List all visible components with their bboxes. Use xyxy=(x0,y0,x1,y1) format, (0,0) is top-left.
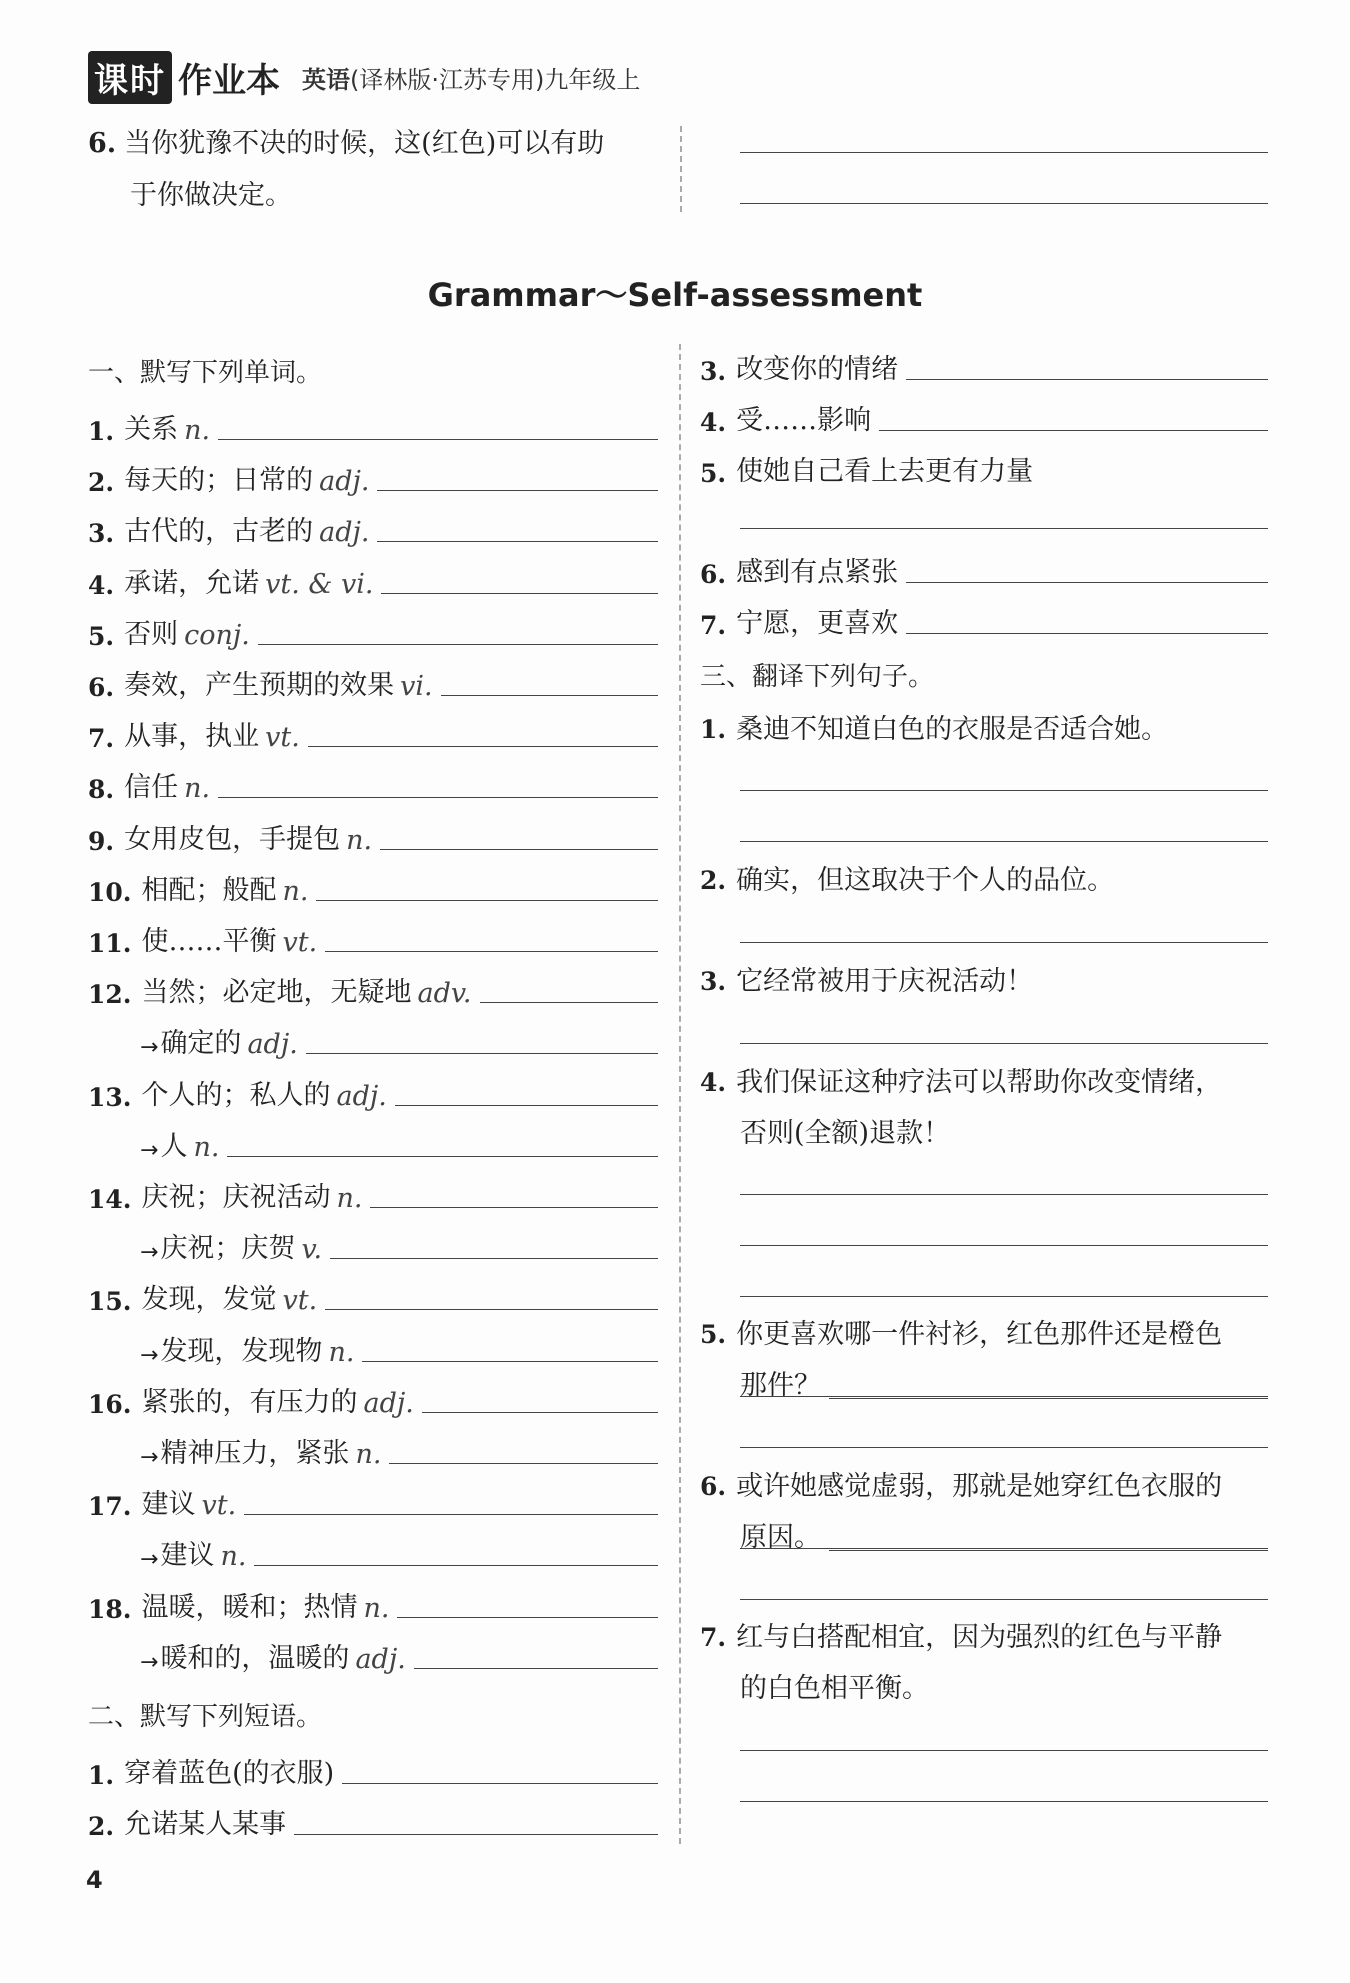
vocab-row xyxy=(140,1324,658,1368)
item-number: 5. xyxy=(700,459,727,488)
answer-blank[interactable] xyxy=(879,430,1268,431)
vocab-row xyxy=(88,812,658,856)
answer-blank[interactable] xyxy=(480,1002,658,1003)
part-of-speech: adj. xyxy=(363,1387,414,1419)
phrase-row xyxy=(700,444,1268,488)
sentence-text: 桑迪不知道白色的衣服是否适合她。 xyxy=(736,714,1169,745)
item-number: 7. xyxy=(700,611,727,640)
phrase-row xyxy=(88,1746,658,1790)
answer-blank[interactable] xyxy=(422,1412,658,1413)
answer-line[interactable] xyxy=(740,1296,1268,1297)
part-of-speech: n. xyxy=(355,1439,382,1470)
vocab-row xyxy=(88,402,658,446)
item-number: 9. xyxy=(88,826,115,856)
book-series xyxy=(302,60,640,95)
item-text: 否则 xyxy=(124,618,179,650)
answer-blank[interactable] xyxy=(294,1834,658,1835)
answer-blank[interactable] xyxy=(377,490,658,491)
sentence-line-1 xyxy=(700,1057,1268,1108)
answer-line[interactable] xyxy=(740,203,1268,204)
answer-blank[interactable] xyxy=(306,1053,658,1054)
answer-blank[interactable] xyxy=(254,1565,658,1566)
part-of-speech: n. xyxy=(328,1336,355,1368)
section2-heading: 二、默写下列短语。 xyxy=(88,1702,323,1732)
item-text: 暖和的，温暖的 xyxy=(160,1642,350,1674)
item-text: 信任 xyxy=(124,772,179,804)
answer-blank[interactable] xyxy=(389,1463,658,1464)
vocab-row xyxy=(88,658,658,702)
part-of-speech: vi. xyxy=(400,671,433,702)
item-text: 受……影响 xyxy=(736,405,872,436)
question-number: 6. xyxy=(88,128,117,159)
phrase-row xyxy=(700,393,1268,437)
answer-blank[interactable] xyxy=(258,644,658,645)
column-divider-top xyxy=(680,126,682,212)
answer-blank[interactable] xyxy=(325,951,658,952)
part-of-speech: n. xyxy=(184,773,211,805)
page-number: 4 xyxy=(86,1866,103,1894)
section1-heading: 一、默写下列单词。 xyxy=(88,358,323,388)
answer-blank[interactable] xyxy=(441,695,658,696)
phrase-row xyxy=(88,1797,658,1841)
arrow-icon: → xyxy=(140,1445,159,1470)
item-number: 1. xyxy=(88,1761,115,1790)
answer-line[interactable] xyxy=(740,942,1268,943)
answer-blank[interactable] xyxy=(414,1668,658,1669)
item-text: 庆祝；庆贺 xyxy=(160,1233,296,1265)
vocab-row xyxy=(88,1477,658,1521)
vocab-row xyxy=(88,1170,658,1214)
vocab-row xyxy=(140,1016,658,1060)
item-text: 使……平衡 xyxy=(141,926,277,957)
answer-blank[interactable] xyxy=(244,1514,658,1515)
item-text: 相配；般配 xyxy=(141,874,277,906)
item-text: 个人的；私人的 xyxy=(141,1079,331,1111)
item-number: 5. xyxy=(700,1320,727,1349)
part-of-speech: n. xyxy=(282,875,309,907)
part-of-speech: conj. xyxy=(184,619,250,651)
item-number: 7. xyxy=(700,1623,727,1652)
item-number: 7. xyxy=(88,724,115,754)
item-text: 当然；必定地，无疑地 xyxy=(141,977,412,1009)
part-of-speech: vt. & vi. xyxy=(265,568,374,600)
part-of-speech: vt. xyxy=(282,927,318,958)
item-text: 古代的，古老的 xyxy=(124,516,314,548)
vocab-row xyxy=(140,1528,658,1572)
answer-blank[interactable] xyxy=(362,1361,658,1362)
item-text: 关系 xyxy=(124,414,179,445)
answer-blank[interactable] xyxy=(218,797,658,798)
sentence-line-1 xyxy=(700,956,1268,1007)
part-of-speech: adj. xyxy=(247,1029,298,1061)
sentence-text: 你更喜欢哪一件衬衫，红色那件还是橙色 xyxy=(736,1319,1223,1350)
part-of-speech: n. xyxy=(184,415,211,446)
part-of-speech: adv. xyxy=(417,978,472,1010)
item-text: 穿着蓝色(的衣服) xyxy=(124,1758,335,1789)
part-of-speech: v. xyxy=(301,1234,323,1266)
item-number: 18. xyxy=(88,1594,132,1624)
sentence-text: 我们保证这种疗法可以帮助你改变情绪， xyxy=(736,1067,1223,1098)
sentence-text: 那件？ xyxy=(740,1370,821,1401)
answer-blank[interactable] xyxy=(218,439,658,440)
vocab-row xyxy=(88,914,658,958)
item-number: 3. xyxy=(700,357,727,386)
arrow-icon: → xyxy=(140,1547,159,1573)
item-number: 4. xyxy=(88,570,115,600)
item-number: 3. xyxy=(700,967,727,996)
item-number: 1. xyxy=(88,417,115,446)
vocab-row xyxy=(88,504,658,548)
sentence-line-1 xyxy=(700,704,1268,755)
item-number: 16. xyxy=(88,1389,132,1419)
item-number: 6. xyxy=(88,673,115,702)
vocab-row xyxy=(88,607,658,651)
item-text: 宁愿，更喜欢 xyxy=(736,608,899,639)
page-header xyxy=(88,52,640,102)
subject: 英语 xyxy=(302,65,350,94)
vocab-row xyxy=(88,1580,658,1624)
answer-blank[interactable] xyxy=(370,1207,658,1208)
vocab-row xyxy=(88,1272,658,1316)
answer-blank[interactable] xyxy=(906,633,1268,634)
part-of-speech: vt. xyxy=(282,1285,318,1317)
item-text: 人 xyxy=(160,1130,188,1162)
part-of-speech: vt. xyxy=(265,722,300,754)
phrase-row xyxy=(700,342,1268,386)
answer-line[interactable] xyxy=(740,1396,1268,1397)
item-number: 13. xyxy=(88,1082,132,1112)
arrow-icon: → xyxy=(140,1342,159,1368)
part-of-speech: n. xyxy=(220,1541,247,1573)
answer-line[interactable] xyxy=(740,1447,1268,1448)
answer-line[interactable] xyxy=(740,790,1268,791)
item-text: 允诺某人某事 xyxy=(124,1809,287,1840)
answer-blank[interactable] xyxy=(906,582,1268,583)
vocab-row xyxy=(88,965,658,1009)
answer-blank[interactable] xyxy=(330,1258,658,1259)
answer-line[interactable] xyxy=(740,1548,1268,1549)
translation-item xyxy=(700,956,1268,1007)
answer-line[interactable] xyxy=(740,1599,1268,1600)
section-title: Grammar～Self-assessment xyxy=(427,276,923,314)
vocab-row xyxy=(140,1426,658,1470)
answer-blank[interactable] xyxy=(380,849,658,850)
answer-blank[interactable] xyxy=(308,746,658,747)
item-number: 17. xyxy=(88,1492,132,1522)
item-number: 6. xyxy=(700,1472,727,1501)
answer-blank[interactable] xyxy=(829,1550,1268,1551)
item-text: 确定的 xyxy=(160,1028,242,1060)
question-line-1: 当你犹豫不决的时候，这(红色)可以有助 xyxy=(124,128,605,159)
item-text: 发现，发觉 xyxy=(141,1284,277,1316)
part-of-speech: adj. xyxy=(319,517,370,549)
answer-line[interactable] xyxy=(740,1245,1268,1246)
item-number: 8. xyxy=(88,775,115,805)
answer-blank[interactable] xyxy=(342,1783,658,1784)
translation-item xyxy=(700,855,1268,906)
sentence-line-1 xyxy=(700,1461,1268,1512)
vocab-row xyxy=(140,1119,658,1163)
item-number: 4. xyxy=(700,1068,727,1097)
item-text: 建议 xyxy=(141,1489,196,1521)
question-line-2: 于你做决定。 xyxy=(130,180,292,211)
edition: (译林版·江苏专用)九年级上 xyxy=(350,65,641,94)
logo-text: 作业本 xyxy=(178,60,280,101)
item-text: 发现，发现物 xyxy=(160,1335,323,1367)
vocab-row xyxy=(88,863,658,907)
answer-blank[interactable] xyxy=(227,1156,658,1157)
translation-item xyxy=(700,704,1268,755)
answer-line[interactable] xyxy=(740,1194,1268,1195)
vocab-row xyxy=(140,1221,658,1265)
item-text: 每天的；日常的 xyxy=(124,465,314,497)
item-number: 5. xyxy=(88,621,115,651)
translation-item xyxy=(700,1057,1268,1159)
logo-dark-text: 课时 xyxy=(88,51,172,104)
answer-line[interactable] xyxy=(740,841,1268,842)
vocab-row xyxy=(88,709,658,753)
item-text: 精神压力，紧张 xyxy=(160,1438,350,1469)
item-text: 奏效，产生预期的效果 xyxy=(124,670,395,701)
sentence-text: 红与白搭配相宜，因为强烈的红色与平静 xyxy=(736,1622,1223,1653)
item-number: 2. xyxy=(700,866,727,895)
sentence-line-2 xyxy=(700,1360,1268,1411)
item-number: 11. xyxy=(88,929,132,958)
part-of-speech: n. xyxy=(346,824,373,856)
answer-blank[interactable] xyxy=(395,1105,658,1106)
sentence-text: 确实，但这取决于个人的品位。 xyxy=(736,865,1115,896)
answer-line[interactable] xyxy=(740,1801,1268,1802)
answer-blank[interactable] xyxy=(397,1617,658,1618)
item-text: 温暖，暖和；热情 xyxy=(141,1591,358,1623)
sentence-line-2: 的白色相平衡。 xyxy=(740,1673,929,1704)
part-of-speech: n. xyxy=(336,1183,363,1214)
arrow-icon: → xyxy=(140,1035,159,1061)
answer-line[interactable] xyxy=(740,1043,1268,1044)
part-of-speech: adj. xyxy=(336,1080,387,1112)
phrase-row xyxy=(700,545,1268,589)
part-of-speech: n. xyxy=(363,1592,390,1624)
item-text: 改变你的情绪 xyxy=(736,354,899,385)
item-text: 建议 xyxy=(160,1540,215,1572)
vocab-row xyxy=(88,1375,658,1419)
answer-blank[interactable] xyxy=(325,1309,658,1310)
item-number: 2. xyxy=(88,468,115,498)
vocab-row xyxy=(88,453,658,497)
brand-logo xyxy=(88,51,280,104)
sentence-line-1 xyxy=(700,855,1268,906)
section3-heading: 三、翻译下列句子。 xyxy=(700,662,935,692)
item-number: 15. xyxy=(88,1287,132,1317)
sentence-line-1 xyxy=(700,1612,1268,1663)
item-number: 14. xyxy=(88,1185,132,1214)
item-number: 10. xyxy=(88,877,132,907)
part-of-speech: n. xyxy=(193,1131,220,1163)
item-number: 6. xyxy=(700,560,727,589)
arrow-icon: → xyxy=(140,1137,159,1163)
item-text: 使她自己看上去更有力量 xyxy=(736,456,1034,487)
part-of-speech: adj. xyxy=(355,1643,406,1675)
item-text: 感到有点紧张 xyxy=(736,557,899,588)
arrow-icon: → xyxy=(140,1649,159,1675)
answer-line[interactable] xyxy=(740,528,1268,529)
sentence-line-2: 否则(全额)退款！ xyxy=(740,1118,951,1149)
arrow-icon: → xyxy=(140,1240,159,1266)
part-of-speech: adj. xyxy=(319,466,370,498)
item-number: 1. xyxy=(700,715,727,744)
item-text: 庆祝；庆祝活动 xyxy=(141,1182,331,1213)
vocab-row xyxy=(140,1631,658,1675)
column-divider xyxy=(679,344,681,1844)
sentence-text: 或许她感觉虚弱，那就是她穿红色衣服的 xyxy=(736,1471,1223,1502)
item-number: 2. xyxy=(88,1812,115,1841)
vocab-row xyxy=(88,760,658,804)
item-text: 承诺，允诺 xyxy=(124,567,260,599)
vocab-row xyxy=(88,556,658,600)
item-number: 4. xyxy=(700,408,727,437)
answer-line[interactable] xyxy=(740,152,1268,153)
item-text: 紧张的，有压力的 xyxy=(141,1386,358,1418)
sentence-text: 它经常被用于庆祝活动！ xyxy=(736,966,1034,997)
vocab-row xyxy=(88,1068,658,1112)
part-of-speech: vt. xyxy=(201,1490,237,1522)
answer-blank[interactable] xyxy=(906,379,1268,380)
carryover-question xyxy=(88,118,668,222)
sentence-line-1 xyxy=(700,1309,1268,1360)
item-text: 女用皮包，手提包 xyxy=(124,823,341,855)
answer-blank[interactable] xyxy=(381,593,658,594)
item-number: 12. xyxy=(88,980,132,1010)
phrase-row xyxy=(700,596,1268,640)
answer-blank[interactable] xyxy=(316,900,658,901)
sentence-line-2 xyxy=(700,1512,1268,1563)
answer-blank[interactable] xyxy=(829,1398,1268,1399)
item-number: 3. xyxy=(88,519,115,549)
translation-item xyxy=(700,1612,1268,1714)
sentence-text: 原因。 xyxy=(740,1522,821,1553)
answer-line[interactable] xyxy=(740,1750,1268,1751)
answer-blank[interactable] xyxy=(377,541,658,542)
item-text: 从事，执业 xyxy=(124,721,260,753)
